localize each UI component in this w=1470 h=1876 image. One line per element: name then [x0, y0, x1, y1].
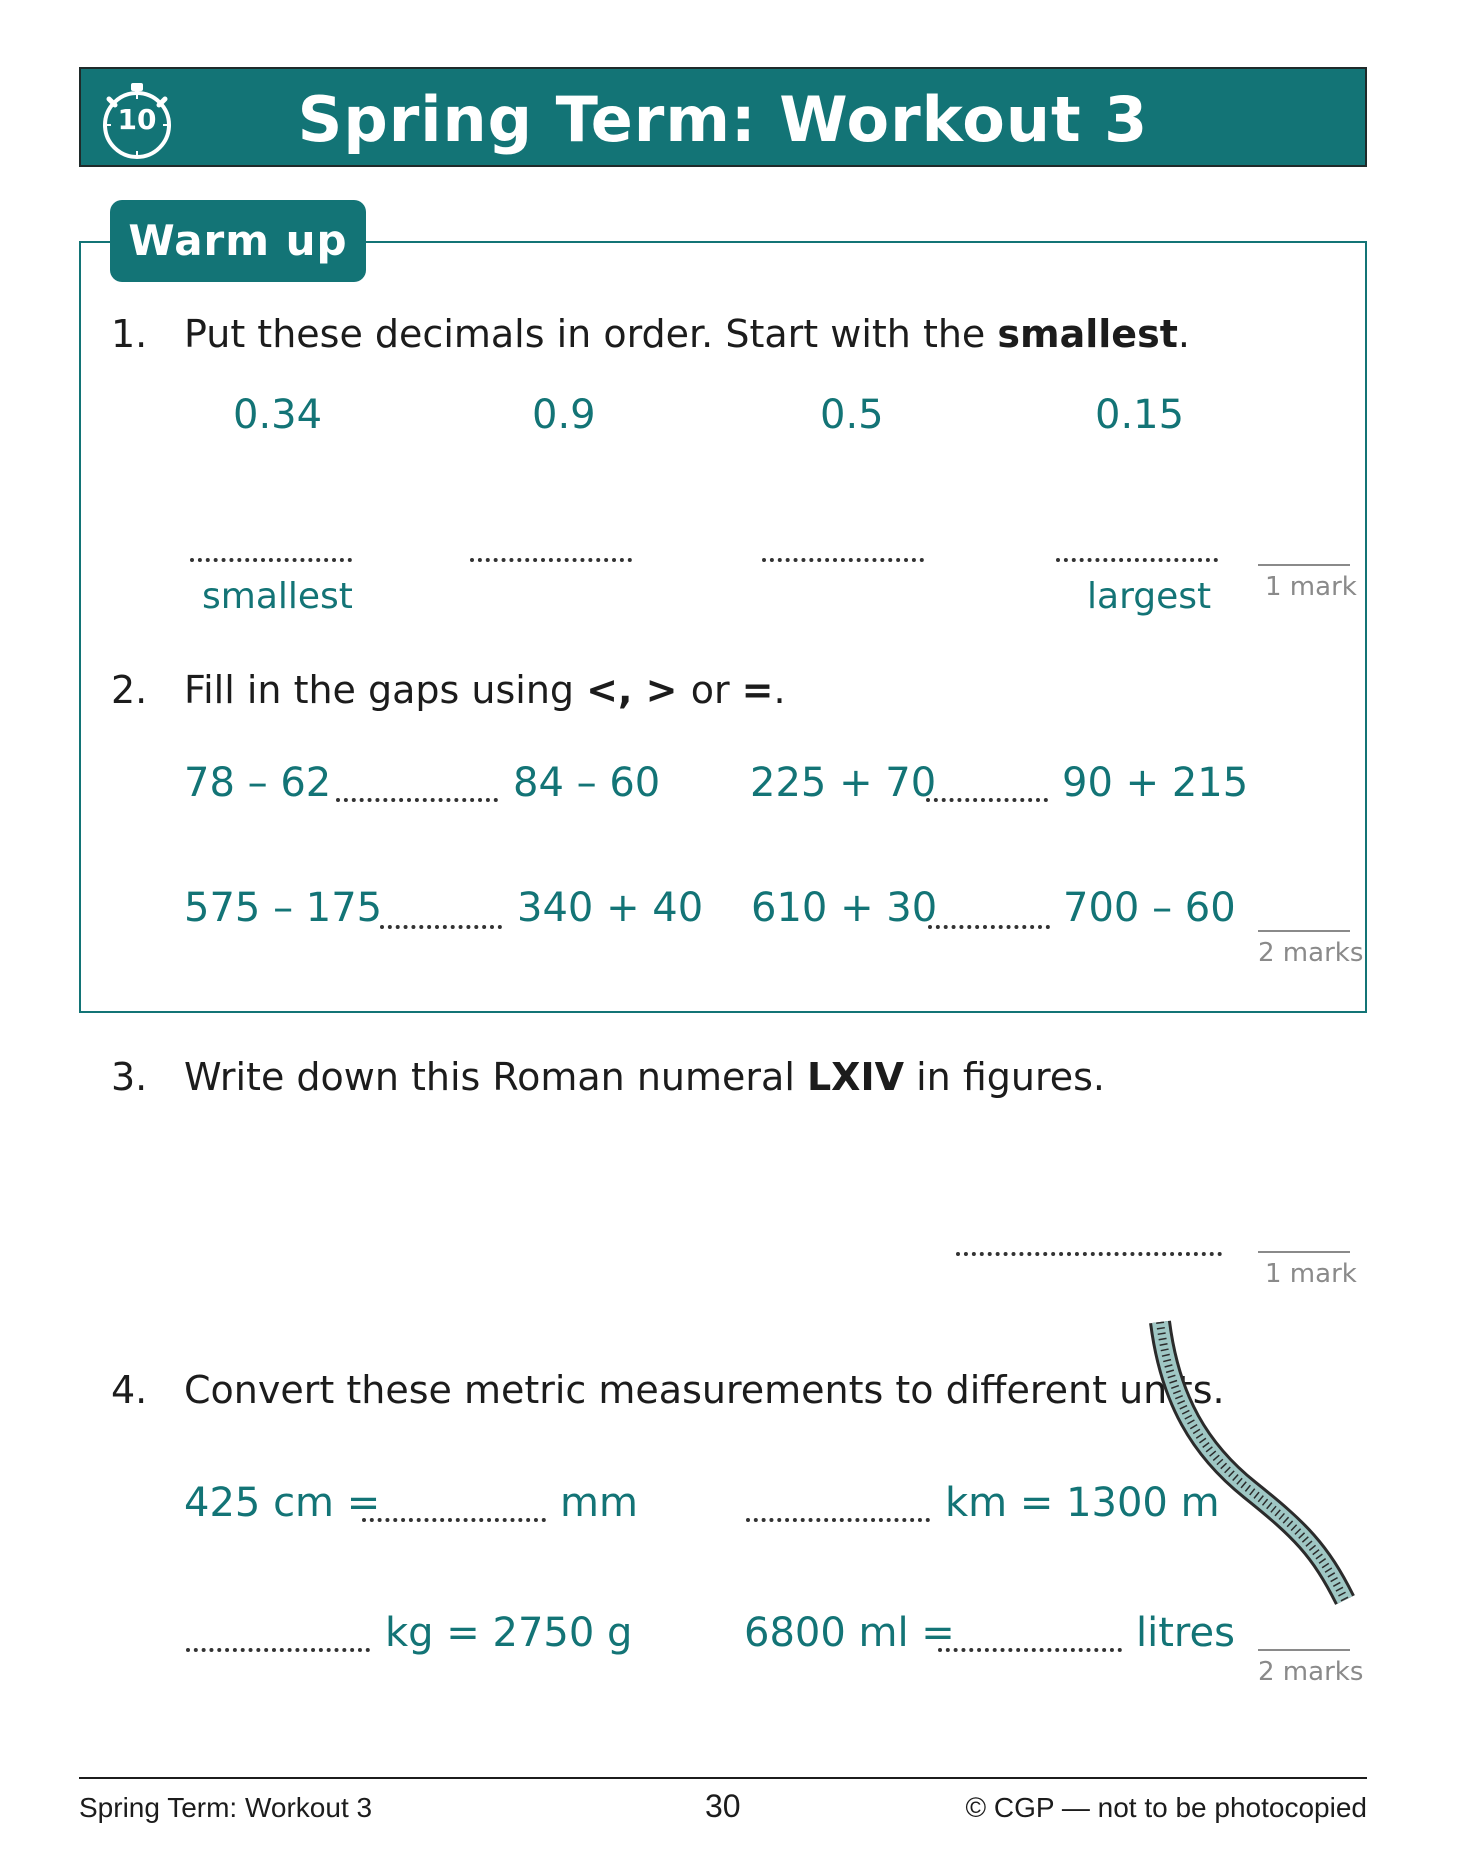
q4-unit: mm [560, 1480, 638, 1526]
q1-decimal: 0.9 [532, 392, 596, 438]
q4-answer-blank[interactable] [938, 1648, 1122, 1652]
q2-expression: 84 – 60 [513, 760, 661, 806]
q2-expression: 340 + 40 [517, 885, 704, 931]
q4-measure: 6800 ml = [744, 1610, 955, 1656]
q2-text: Fill in the gaps using <, > or =. [184, 668, 786, 712]
q3-marks: 1 mark [1265, 1259, 1357, 1289]
q2-answer-blank[interactable] [926, 798, 1048, 802]
q4-marks: 2 marks [1258, 1657, 1364, 1687]
q2-expression: 225 + 70 [750, 760, 937, 806]
q1-marks: 1 mark [1265, 572, 1357, 602]
q2-expression: 700 – 60 [1063, 885, 1236, 931]
q2-expression: 90 + 215 [1062, 760, 1249, 806]
q4-unit: litres [1136, 1610, 1235, 1656]
q1-answer-blank[interactable] [190, 558, 352, 562]
q4-mark-line [1258, 1649, 1350, 1651]
q1-answer-blank[interactable] [470, 558, 632, 562]
title-bar [79, 67, 1367, 167]
q1-number: 1. [111, 312, 148, 356]
q1-decimal: 0.5 [820, 392, 884, 438]
footer-divider [79, 1777, 1367, 1779]
q4-measure: 425 cm = [184, 1480, 381, 1526]
q4-measure: km = 1300 m [945, 1480, 1220, 1526]
q3-number: 3. [111, 1055, 148, 1099]
q3-text: Write down this Roman numeral LXIV in figures. [184, 1055, 1106, 1099]
q1-decimal: 0.34 [233, 392, 323, 438]
q1-mark-line [1258, 564, 1350, 566]
smallest-label: smallest [202, 576, 353, 617]
timer-number: 10 [117, 103, 157, 136]
q4-number: 4. [111, 1368, 148, 1412]
q2-mark-line [1258, 930, 1350, 932]
q2-expression: 78 – 62 [184, 760, 332, 806]
warmup-label: Warm up [110, 200, 366, 282]
page-title: Spring Term: Workout 3 [297, 83, 1149, 156]
footer-title: Spring Term: Workout 3 [79, 1792, 373, 1823]
q2-number: 2. [111, 668, 148, 712]
q4-answer-blank[interactable] [362, 1518, 546, 1522]
q4-answer-blank[interactable] [186, 1648, 370, 1652]
footer-copyright: © CGP — not to be photocopied [965, 1792, 1367, 1823]
q2-expression: 610 + 30 [751, 885, 938, 931]
q4-text: Convert these metric measurements to different units. [184, 1368, 1225, 1412]
q2-expression: 575 – 175 [184, 885, 383, 931]
largest-label: largest [1087, 576, 1212, 617]
page-number: 30 [705, 1788, 741, 1824]
q2-answer-blank[interactable] [380, 925, 502, 929]
q1-text: Put these decimals in order. Start with the smallest. [184, 312, 1190, 356]
q3-mark-line [1258, 1251, 1350, 1253]
q2-marks: 2 marks [1258, 938, 1364, 968]
q4-measure: kg = 2750 g [385, 1610, 633, 1656]
q1-decimal: 0.15 [1095, 392, 1185, 438]
tape-measure-icon [1140, 1310, 1360, 1610]
q2-answer-blank[interactable] [336, 798, 498, 802]
q2-answer-blank[interactable] [928, 925, 1050, 929]
q1-answer-blank[interactable] [1056, 558, 1218, 562]
q4-answer-blank[interactable] [746, 1518, 930, 1522]
q3-answer-blank[interactable] [956, 1252, 1222, 1256]
q1-answer-blank[interactable] [762, 558, 924, 562]
